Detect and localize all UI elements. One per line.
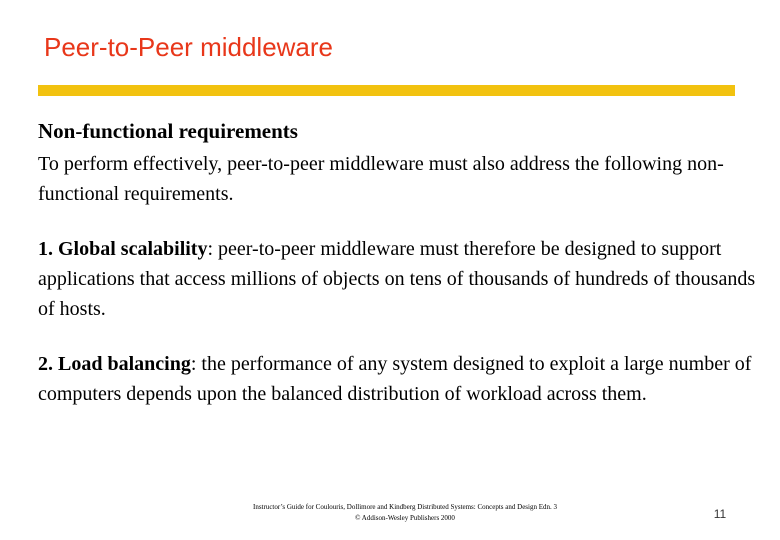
page-number: 11 <box>713 507 727 521</box>
requirement-global-scalability <box>38 234 758 324</box>
slide-title: Peer-to-Peer middleware <box>44 32 334 62</box>
intro-paragraph: To perform effectively, peer-to-peer middleware must also address the following non-functional requirements. <box>38 153 724 205</box>
footer-credit-line1: Instructor’s Guide for Coulouris, Dollimore and Kindberg Distributed Systems: Concepts and Design Edn. 3 <box>252 503 557 511</box>
requirement-label: 1. Global scalability <box>38 238 208 260</box>
requirement-label: 2. Load balancing <box>38 353 191 375</box>
section-heading: Non-functional requirements <box>38 119 298 143</box>
footer-credit <box>200 502 610 524</box>
requirement-text: : the performance of any system designed to exploit a large number of computers depends upon the balanced distribution of workload across them. <box>38 353 752 405</box>
requirement-text: : peer-to-peer middleware must therefore be designed to support applications that access millions of objects on tens of thousands of hundreds of thousands of hosts. <box>38 238 756 320</box>
title-underline-bar <box>38 85 735 96</box>
footer-credit-line2: © Addison-Wesley Publishers 2000 <box>355 514 455 522</box>
requirement-load-balancing <box>38 349 758 409</box>
